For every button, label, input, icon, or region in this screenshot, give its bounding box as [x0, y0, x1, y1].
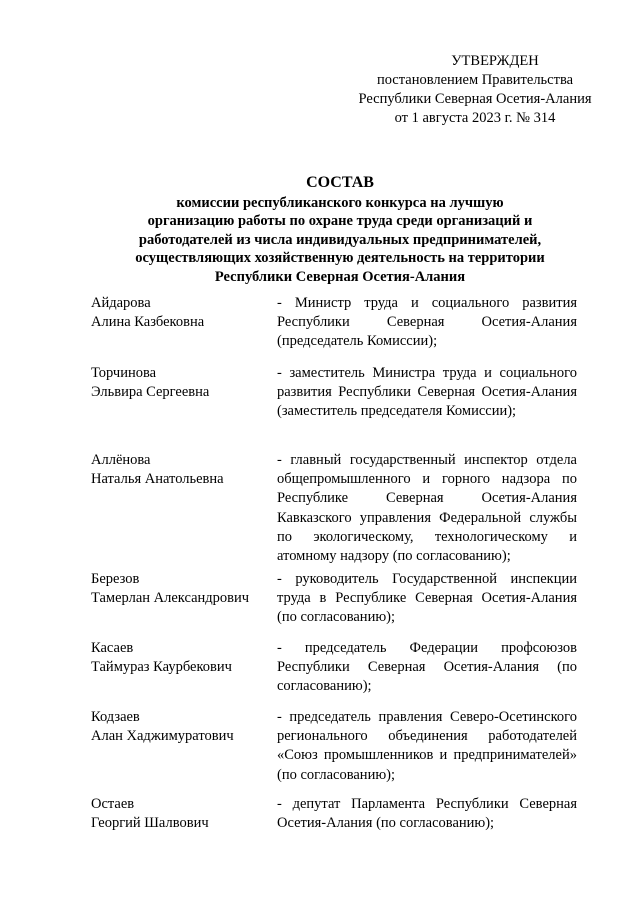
- member-given-name: Тамерлан Александрович: [91, 590, 250, 607]
- member-surname: Касаев: [91, 640, 134, 656]
- member-entry: [91, 451, 577, 566]
- member-entry: [91, 570, 577, 628]
- approval-stamp: [330, 52, 620, 128]
- approval-heading: УТВЕРЖДЕН: [451, 53, 539, 69]
- member-surname: Торчинова: [91, 365, 157, 381]
- member-surname: Березов: [91, 571, 140, 587]
- member-given-name: Таймураз Каурбекович: [91, 659, 232, 676]
- member-entry: [91, 294, 587, 352]
- member-surname: Аллёнова: [91, 452, 151, 468]
- member-role: - председатель Федерации профсоюзов Республики Северная Осетия-Алания (по согласованию);: [277, 640, 577, 695]
- subtitle-line: организацию работы по охране труда среди организаций и: [147, 213, 533, 230]
- subtitle-line: комиссии республиканского конкурса на лучшую: [176, 195, 504, 211]
- member-name: [91, 570, 277, 628]
- member-given-name: Эльвира Сергеевна: [91, 384, 210, 401]
- document-subtitle: [90, 194, 590, 286]
- member-entry: [91, 364, 577, 422]
- member-name: [91, 451, 277, 566]
- document-title-block: [90, 172, 590, 286]
- member-entry: [91, 708, 577, 785]
- member-role: - Министр труда и социального развития Республики Северная Осетия-Алания (председатель Комиссии);: [277, 295, 577, 350]
- subtitle-line: Республики Северная Осетия-Алания: [214, 268, 466, 285]
- member-given-name: Георгий Шалвович: [91, 815, 209, 832]
- member-given-name: Алина Казбековна: [91, 314, 205, 331]
- member-role: - депутат Парламента Республики Северная Осетия-Алания (по согласованию);: [277, 796, 577, 832]
- approval-line-3: от 1 августа 2023 г. № 314: [394, 110, 556, 126]
- member-entry: [91, 639, 577, 697]
- member-name: [91, 795, 277, 833]
- member-given-name: Наталья Анатольевна: [91, 471, 224, 488]
- member-name: [91, 294, 277, 352]
- member-given-name: Алан Хаджимуратович: [91, 728, 234, 745]
- member-entry: [91, 795, 577, 833]
- member-role: - заместитель Министра труда и социального развития Республики Северная Осетия-Алания (заместитель председателя Комиссии);: [277, 365, 577, 420]
- member-surname: Остаев: [91, 796, 135, 812]
- member-role: - руководитель Государственной инспекции труда в Республике Северная Осетия-Алания (по согласованию);: [277, 571, 577, 626]
- subtitle-line: работодателей из числа индивидуальных предпринимателей,: [138, 231, 542, 248]
- member-name: [91, 364, 277, 422]
- members-list: [91, 294, 587, 832]
- member-surname: Кодзаев: [91, 709, 140, 725]
- member-name: [91, 639, 277, 697]
- approval-line-2: Республики Северная Осетия-Алания: [358, 91, 592, 107]
- subtitle-line: осуществляющих хозяйственную деятельность на территории: [135, 250, 545, 267]
- member-surname: Айдарова: [91, 295, 151, 311]
- member-role: - председатель правления Северо-Осетинского регионального объединения работодателей «Союз промышленников и предпринимателей» (по согласованию);: [277, 709, 577, 783]
- member-name: [91, 708, 277, 785]
- member-role: - главный государственный инспектор отдела общепромышленного и горного надзора по Республике Северная Осетия-Алания Кавказского управления Федеральной службы по экологическому, технологическому и атомному надзору (по согласованию);: [277, 452, 577, 565]
- document-title: СОСТАВ: [306, 174, 374, 191]
- approval-line-1: постановлением Правительства: [376, 72, 574, 88]
